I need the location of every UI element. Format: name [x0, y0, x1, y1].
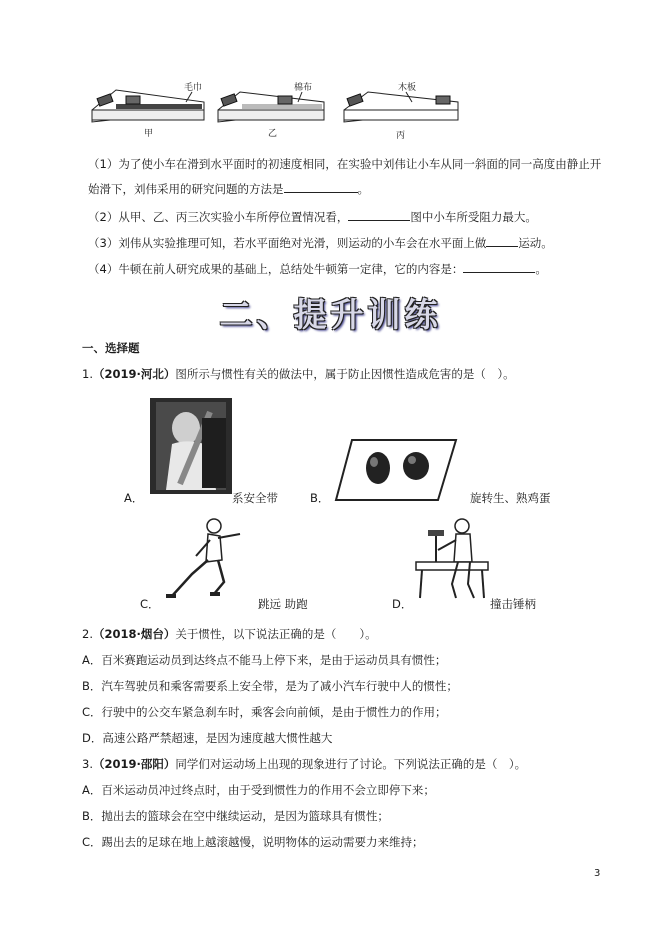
q1-option-b-caption: 旋转生、熟鸡蛋	[470, 491, 551, 505]
q1-number: 1.	[82, 367, 93, 381]
seatbelt-photo	[150, 398, 232, 494]
q2-stem-text: 关于惯性，以下说法正确的是（ ）。	[175, 627, 377, 641]
prev-q-part4	[88, 260, 547, 277]
prev-q-part2	[88, 208, 537, 225]
q1-option-b-letter[interactable]: B．	[310, 491, 330, 505]
prev-q-part1: （1）为了使小车在滑到水平面时的初速度相同，在实验中刘伟让小车从同一斜面的同一高度由静止开	[88, 157, 602, 171]
prev-q-part2b: 图中小车所受阻力最大。	[410, 210, 537, 224]
q3-option-a[interactable]: A．百米运动员冲过终点时，由于受到惯性力的作用不会立即停下来；	[82, 783, 435, 797]
prev-q-part1b-text: 始滑下，刘伟采用的研究问题的方法是	[88, 182, 284, 196]
q3-option-b[interactable]: B．抛出去的篮球会在空中继续运动，是因为篮球具有惯性；	[82, 809, 389, 823]
answer-blank-4[interactable]	[463, 260, 535, 273]
spinning-eggs-figure	[334, 438, 458, 502]
q1-stem	[82, 366, 515, 382]
setup-b	[218, 81, 324, 139]
hammer-handle-figure	[412, 514, 492, 602]
section-title: 二、提升训练	[219, 295, 442, 334]
answer-blank-1[interactable]	[284, 180, 358, 193]
surface-label-c: 木板	[398, 83, 417, 93]
q3-stem	[82, 756, 526, 772]
q2-option-b[interactable]: B．汽车驾驶员和乘客需要系上安全带，是为了减小汽车行驶中人的惯性；	[82, 679, 458, 693]
setup-label-a: 甲	[144, 129, 154, 139]
q1-option-c-letter[interactable]: C．	[140, 597, 160, 611]
answer-blank-3[interactable]	[486, 234, 518, 247]
q3-source: （2019·邵阳）	[92, 757, 176, 771]
q2-option-d[interactable]: D．高速公路严禁超速，是因为速度越大惯性越大	[82, 731, 333, 745]
surface-label-a: 毛巾	[184, 83, 203, 93]
subsection-heading: 一、选择题	[82, 341, 140, 355]
q1-option-a-caption: 系安全带	[232, 491, 278, 505]
q3-number: 3.	[82, 757, 93, 771]
setup-label-c: 丙	[396, 131, 406, 141]
q1-option-c-caption: 跳远 助跑	[258, 597, 308, 611]
inclined-plane-figure	[86, 80, 466, 144]
q3-option-c[interactable]: C．踢出去的足球在地上越滚越慢，说明物体的运动需要力来维持；	[82, 835, 424, 849]
q1-stem-text: 图所示与惯性有关的做法中，属于防止因惯性造成危害的是（ ）。	[175, 367, 515, 381]
setup-label-b: 乙	[268, 129, 278, 139]
q2-source: （2018·烟台）	[92, 627, 176, 641]
long-jump-runner	[162, 516, 254, 602]
prev-q-end-4: 。	[535, 262, 547, 276]
prev-q-part3	[88, 234, 553, 251]
prev-q-part1-cont	[88, 180, 369, 197]
surface-label-b: 棉布	[294, 83, 313, 93]
prev-q-end-1: 。	[357, 182, 369, 196]
q1-source: （2019·河北）	[92, 367, 176, 381]
setup-a	[92, 81, 204, 139]
q2-stem	[82, 626, 377, 642]
answer-blank-2[interactable]	[348, 208, 410, 221]
q2-option-c[interactable]: C．行驶中的公交车紧急刹车时，乘客会向前倾，是由于惯性力的作用；	[82, 705, 447, 719]
q2-number: 2.	[82, 627, 93, 641]
q1-option-d-caption: 撞击锤柄	[490, 597, 536, 611]
setup-c	[344, 81, 458, 141]
page-number: 3	[594, 868, 601, 879]
prev-q-part2a: （2）从甲、乙、丙三次实验小车所停位置情况看，	[88, 210, 349, 224]
q2-option-a[interactable]: A．百米赛跑运动员到达终点不能马上停下来，是由于运动员具有惯性；	[82, 653, 447, 667]
q3-stem-text: 同学们对运动场上出现的现象进行了讨论。下列说法正确的是（ ）。	[175, 757, 527, 771]
q1-option-d-letter[interactable]: D．	[392, 597, 413, 611]
prev-q-part3a: （3）刘伟从实验推理可知，若水平面绝对光滑，则运动的小车会在水平面上做	[88, 236, 487, 250]
q1-option-a-letter[interactable]: A．	[124, 491, 144, 505]
prev-q-part4a: （4）牛顿在前人研究成果的基础上，总结处牛顿第一定律，它的内容是：	[88, 262, 464, 276]
prev-q-part3b: 运动。	[518, 236, 553, 250]
